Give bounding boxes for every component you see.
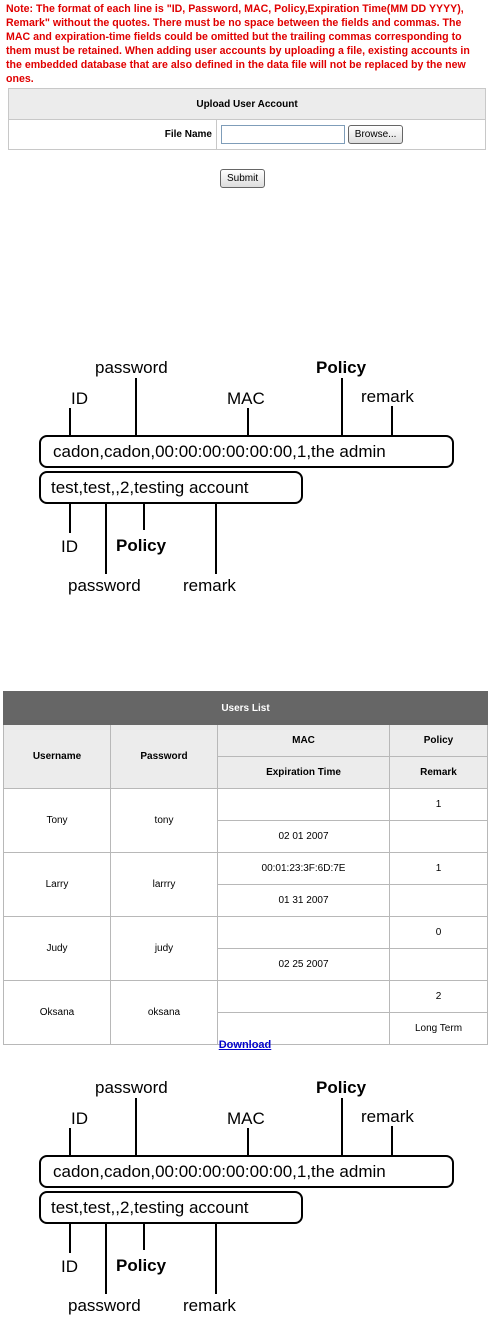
cell-username: Tony	[4, 789, 111, 853]
upload-user-account-form	[8, 88, 486, 150]
label-id: ID	[71, 1109, 88, 1128]
cell-username: Oksana	[4, 981, 111, 1045]
browse-button[interactable]: Browse...	[348, 125, 404, 144]
label-policy: Policy	[316, 1078, 367, 1097]
label-policy-2: Policy	[116, 536, 167, 555]
label-password-2: password	[68, 1296, 141, 1315]
cell-mac	[218, 917, 390, 949]
example-line-2: test,test,,2,testing account	[51, 478, 249, 497]
table-row	[4, 917, 488, 949]
cell-remark	[390, 949, 488, 981]
cell-policy: 1	[390, 853, 488, 885]
col-mac: MAC	[218, 725, 390, 757]
example-line-1: cadon,cadon,00:00:00:00:00:00,1,the admin	[53, 1162, 386, 1181]
users-list-title: Users List	[4, 692, 488, 725]
label-mac: MAC	[227, 389, 265, 408]
cell-username: Larry	[4, 853, 111, 917]
table-row	[4, 789, 488, 821]
col-policy: Policy	[390, 725, 488, 757]
file-name-cell	[217, 120, 486, 150]
label-password: password	[95, 1078, 168, 1097]
example-line-1: cadon,cadon,00:00:00:00:00:00,1,the admin	[53, 442, 386, 461]
users-list-table	[3, 691, 488, 1045]
format-note: Note: The format of each line is "ID, Password, MAC, Policy,Expiration Time(MM DD YYYY), Remark" without the quotes. There must be no space between the fields and commas. The MAC and expiration-time fields could be omitted but the trailing commas corresponding to them must be retained. When adding user accounts by uploading a file, existing accounts in the embedded database that are also defined in the data file will not be replaced by the new ones.	[6, 3, 470, 85]
col-username: Username	[4, 725, 111, 789]
label-remark: remark	[361, 387, 414, 406]
label-id-2: ID	[61, 537, 78, 556]
format-diagram-2	[30, 1075, 462, 1320]
cell-policy: 0	[390, 917, 488, 949]
label-remark-2: remark	[183, 1296, 236, 1315]
file-name-label: File Name	[9, 120, 217, 150]
col-remark: Remark	[390, 757, 488, 789]
example-line-2: test,test,,2,testing account	[51, 1198, 249, 1217]
col-password: Password	[111, 725, 218, 789]
cell-policy: 1	[390, 789, 488, 821]
cell-expiration: 02 25 2007	[218, 949, 390, 981]
submit-button[interactable]: Submit	[220, 169, 265, 188]
cell-password: oksana	[111, 981, 218, 1045]
label-id-2: ID	[61, 1257, 78, 1276]
label-remark: remark	[361, 1107, 414, 1126]
cell-username: Judy	[4, 917, 111, 981]
label-mac: MAC	[227, 1109, 265, 1128]
table-row	[4, 853, 488, 885]
cell-password: larrry	[111, 853, 218, 917]
download-link[interactable]: Download	[218, 1039, 272, 1051]
cell-password: judy	[111, 917, 218, 981]
cell-mac	[218, 789, 390, 821]
cell-remark: Long Term	[390, 1013, 488, 1045]
cell-password: tony	[111, 789, 218, 853]
cell-expiration: 02 01 2007	[218, 821, 390, 853]
cell-mac	[218, 981, 390, 1013]
cell-remark	[390, 821, 488, 853]
label-remark-2: remark	[183, 576, 236, 595]
table-row	[4, 981, 488, 1013]
label-password-2: password	[68, 576, 141, 595]
cell-expiration: 01 31 2007	[218, 885, 390, 917]
cell-remark	[390, 885, 488, 917]
col-expiration: Expiration Time	[218, 757, 390, 789]
label-policy: Policy	[316, 358, 367, 377]
label-password: password	[95, 358, 168, 377]
cell-policy: 2	[390, 981, 488, 1013]
label-id: ID	[71, 389, 88, 408]
label-policy-2: Policy	[116, 1256, 167, 1275]
file-name-input[interactable]	[221, 125, 345, 144]
upload-title: Upload User Account	[9, 89, 486, 120]
cell-mac: 00:01:23:3F:6D:7E	[218, 853, 390, 885]
format-diagram-1	[30, 355, 462, 600]
